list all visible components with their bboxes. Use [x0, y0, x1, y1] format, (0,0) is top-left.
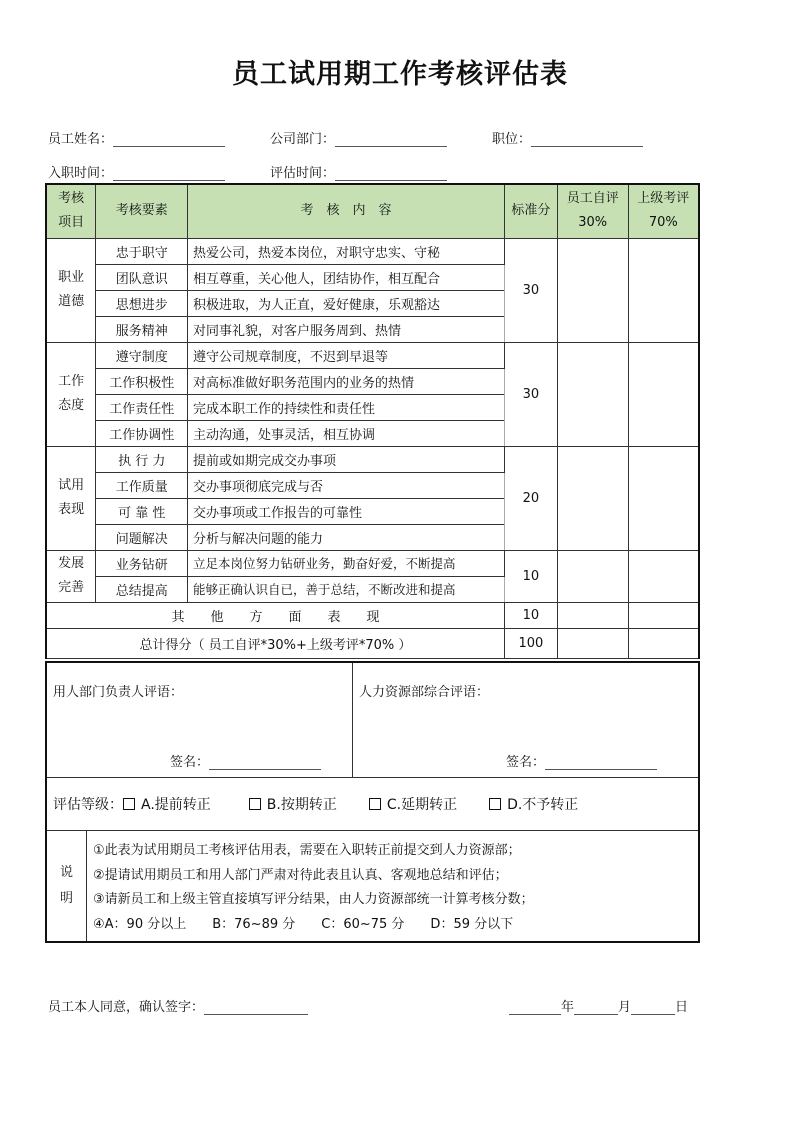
content-cell: 提前或如期完成交办事项 — [188, 446, 505, 472]
lower-section — [45, 661, 700, 943]
grade-option-c[interactable]: C.延期转正 — [369, 794, 457, 814]
content-cell: 对高标准做好职务范围内的业务的热情 — [188, 368, 505, 394]
other-label: 其 他 方 面 表 现 — [46, 602, 504, 628]
checkbox-icon[interactable] — [369, 798, 381, 810]
eval-date-blank[interactable] — [335, 167, 447, 181]
supervisor-score-input[interactable] — [628, 238, 699, 342]
date-field — [509, 996, 688, 1015]
total-self-score-input[interactable] — [557, 628, 628, 658]
checkbox-icon[interactable] — [489, 798, 501, 810]
element-cell: 团队意识 — [96, 264, 188, 290]
employee-name-field[interactable] — [48, 128, 270, 147]
group-name: 职业 道德 — [46, 238, 96, 342]
dept-comment-label: 用人部门负责人评语： — [53, 685, 184, 700]
notes-label: 说 明 — [47, 831, 87, 941]
header-self-eval: 员工自评 30% — [557, 184, 628, 238]
supervisor-score-input[interactable] — [628, 446, 699, 550]
table-row — [46, 550, 699, 576]
position-field[interactable] — [492, 128, 643, 147]
dept-sign-label: 签名： — [170, 755, 210, 770]
self-score-input[interactable] — [557, 342, 628, 446]
supervisor-score-input[interactable] — [628, 550, 699, 602]
notes-body — [87, 831, 534, 941]
element-cell: 工作协调性 — [96, 420, 188, 446]
employee-name-label: 员工姓名： — [48, 132, 114, 147]
standard-score: 10 — [504, 550, 557, 602]
day-label: 日 — [674, 1000, 688, 1015]
dept-comment-box[interactable] — [47, 663, 353, 777]
note-line: ③请新员工和上级主管直接填写评分结果，由人力资源部统一计算考核分数； — [93, 892, 534, 907]
total-label: 总计得分（ 员工自评*30%+上级考评*70% ） — [46, 628, 504, 658]
total-standard: 100 — [504, 628, 557, 658]
month-label: 月 — [617, 1000, 631, 1015]
content-cell: 积极进取，为人正直，爱好健康，乐观豁达 — [188, 290, 505, 316]
element-cell: 可 靠 性 — [96, 498, 188, 524]
confirm-sign-blank[interactable] — [204, 1001, 308, 1015]
confirm-label: 员工本人同意，确认签字： — [48, 1000, 205, 1015]
employee-confirm-field[interactable] — [48, 996, 308, 1015]
position-label: 职位： — [492, 132, 532, 147]
hr-sign-blank[interactable] — [545, 756, 657, 770]
hr-comment-label: 人力资源部综合评语： — [359, 685, 490, 700]
grade-option-b[interactable]: B.按期转正 — [249, 794, 337, 814]
element-cell: 工作责任性 — [96, 394, 188, 420]
self-score-input[interactable] — [557, 446, 628, 550]
hire-date-field[interactable] — [48, 162, 270, 181]
group-name: 工作 态度 — [46, 342, 96, 446]
element-cell: 执 行 力 — [96, 446, 188, 472]
grade-option-d[interactable]: D.不予转正 — [489, 794, 578, 814]
dept-sign-blank[interactable] — [209, 756, 321, 770]
assessment-table — [45, 183, 700, 659]
content-cell: 主动沟通，处事灵活，相互协调 — [188, 420, 505, 446]
comments-row — [47, 663, 698, 778]
page-title: 员工试用期工作考核评估表 — [232, 59, 568, 90]
other-row — [46, 602, 699, 628]
total-row — [46, 628, 699, 658]
content-cell: 分析与解决问题的能力 — [188, 524, 505, 550]
position-blank[interactable] — [531, 133, 643, 147]
element-cell: 总结提高 — [96, 576, 188, 602]
employee-name-blank[interactable] — [113, 133, 225, 147]
note-line: ②提请试用期员工和用人部门严肃对待此表且认真、客观地总结和评估； — [93, 867, 508, 883]
day-blank[interactable] — [631, 1001, 675, 1015]
hire-date-blank[interactable] — [113, 167, 225, 181]
info-row-1 — [48, 128, 643, 147]
header-element: 考核要素 — [96, 184, 188, 238]
header-supervisor-eval: 上级考评 70% — [628, 184, 699, 238]
element-cell: 服务精神 — [96, 316, 188, 342]
dept-sign-field[interactable] — [170, 751, 321, 770]
hr-sign-label: 签名： — [506, 755, 546, 770]
content-cell: 遵守公司规章制度，不迟到早退等 — [188, 342, 505, 368]
notes-section — [47, 831, 698, 941]
year-blank[interactable] — [509, 1001, 561, 1015]
group-name: 试用 表现 — [46, 446, 96, 550]
grade-option-a[interactable]: A.提前转正 — [123, 794, 211, 814]
note-line: ①此表为试用期员工考核评估用表，需要在入职转正前提交到人力资源部； — [93, 843, 521, 858]
checkbox-icon[interactable] — [123, 798, 135, 810]
month-blank[interactable] — [574, 1001, 618, 1015]
element-cell: 问题解决 — [96, 524, 188, 550]
eval-date-label: 评估时间： — [270, 166, 336, 181]
element-cell: 工作质量 — [96, 472, 188, 498]
element-cell: 遵守制度 — [96, 342, 188, 368]
self-score-input[interactable] — [557, 238, 628, 342]
other-self-score-input[interactable] — [557, 602, 628, 628]
grade-row — [47, 778, 698, 831]
content-cell: 相互尊重，关心他人，团结协作，相互配合 — [188, 264, 505, 290]
content-cell: 完成本职工作的持续性和责任性 — [188, 394, 505, 420]
total-supervisor-score-input[interactable] — [628, 628, 699, 658]
hr-comment-box[interactable] — [353, 663, 698, 777]
hire-date-label: 入职时间： — [48, 166, 114, 181]
element-cell: 工作积极性 — [96, 368, 188, 394]
table-row — [46, 342, 699, 368]
other-supervisor-score-input[interactable] — [628, 602, 699, 628]
element-cell: 忠于职守 — [96, 238, 188, 264]
info-row-2 — [48, 162, 447, 181]
footer — [48, 996, 688, 1015]
hr-sign-field[interactable] — [506, 751, 657, 770]
checkbox-icon[interactable] — [249, 798, 261, 810]
content-cell: 对同事礼貌，对客户服务周到、热情 — [188, 316, 505, 342]
table-header-row — [46, 184, 699, 238]
table-row — [46, 238, 699, 264]
self-score-input[interactable] — [557, 550, 628, 602]
table-row — [46, 446, 699, 472]
content-cell: 交办事项彻底完成与否 — [188, 472, 505, 498]
header-standard: 标准分 — [504, 184, 557, 238]
content-cell: 热爱公司，热爱本岗位，对职守忠实、守秘 — [188, 238, 505, 264]
header-content: 考 核 内 容 — [188, 184, 505, 238]
header-item: 考核 项目 — [46, 184, 96, 238]
year-label: 年 — [560, 1000, 574, 1015]
element-cell: 思想进步 — [96, 290, 188, 316]
content-cell: 立足本岗位努力钻研业务，勤奋好爱，不断提高 — [188, 550, 505, 576]
group-name: 发展 完善 — [46, 550, 96, 602]
content-cell: 能够正确认识自已，善于总结，不断改进和提高 — [188, 576, 505, 602]
standard-score: 30 — [504, 238, 557, 342]
department-field[interactable] — [270, 128, 492, 147]
element-cell: 业务钻研 — [96, 550, 188, 576]
department-label: 公司部门： — [270, 132, 336, 147]
supervisor-score-input[interactable] — [628, 342, 699, 446]
note-line: ④A：90 分以上 B：76~89 分 C：60~75 分 D：59 分以下 — [93, 916, 514, 932]
eval-date-field[interactable] — [270, 162, 447, 181]
standard-score: 20 — [504, 446, 557, 550]
content-cell: 交办事项或工作报告的可靠性 — [188, 498, 505, 524]
grade-label: 评估等级： — [53, 797, 123, 813]
other-standard: 10 — [504, 602, 557, 628]
standard-score: 30 — [504, 342, 557, 446]
department-blank[interactable] — [335, 133, 447, 147]
